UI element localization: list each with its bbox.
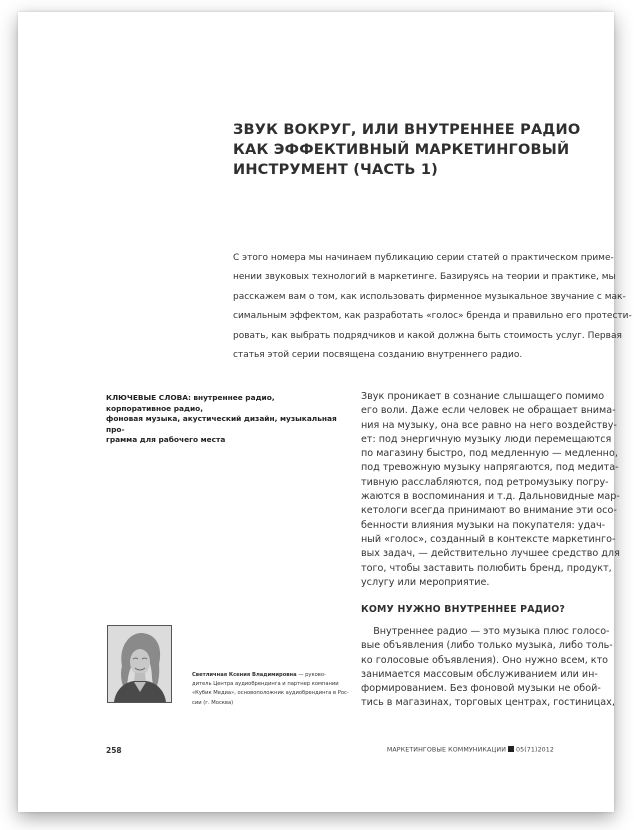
author-photo xyxy=(107,625,172,703)
body-line: занимается массовым обслуживанием или ин- xyxy=(361,668,598,680)
section-heading: КОМУ НУЖНО ВНУТРЕННЕЕ РАДИО? xyxy=(361,604,566,615)
article-body xyxy=(361,390,620,590)
keywords-line: грамма для рабочего места xyxy=(106,435,226,444)
body-line: ния на музыку, она все равно на него воздейству- xyxy=(361,419,617,431)
section-body xyxy=(361,625,615,711)
body-line: по магазину быстро, под медленную — медленно, xyxy=(361,448,618,460)
body-line: жаются в воспоминания и т.д. Дальновидные мар- xyxy=(361,491,620,503)
article-title xyxy=(233,120,593,180)
body-line: вые объявления (либо только музыка, либо толь- xyxy=(361,640,613,652)
body-line: формированием. Без фоновой музыки не обой- xyxy=(361,683,601,695)
body-line: ный «голос», созданный в контексте маркетинго- xyxy=(361,533,616,545)
author-bio-line: — руково- xyxy=(296,672,326,678)
square-separator-icon xyxy=(508,746,514,752)
keywords-block xyxy=(106,393,338,446)
body-line: бенности влияния музыки на покупателя: удач- xyxy=(361,519,606,531)
author-name: Светличная Ксения Владимировна xyxy=(192,672,297,678)
title-line: КАК ЭФФЕКТИВНЫЙ МАРКЕТИНГОВЫЙ xyxy=(233,142,570,158)
body-line: ет: под энергичную музыку люди перемещаются xyxy=(361,433,612,445)
page-number: 258 xyxy=(106,746,122,755)
body-line: кетологи всегда принимают во внимание эти осо- xyxy=(361,505,617,517)
title-line: ИНСТРУМЕНТ (ЧАСТЬ 1) xyxy=(233,162,438,178)
title-line: ЗВУК ВОКРУГ, ИЛИ ВНУТРЕННЕЕ РАДИО xyxy=(233,122,581,138)
lead-line: статья этой серии посвящена созданию внутреннего радио. xyxy=(233,350,523,361)
lead-line: симальным эффектом, как разработать «голос» бренда и правильно его протести- xyxy=(233,311,632,322)
author-bio-line: дитель Центра аудиобрендинга и партнер компании xyxy=(192,681,339,688)
lead-line: нении звуковых технологий в маркетинге. Базируясь на теории и практике, мы xyxy=(233,272,616,283)
lead-line: расскажем вам о том, как использовать фирменное музыкальное звучание с мак- xyxy=(233,291,626,302)
body-line: ко голосовые объявления). Оно нужно всем, кто xyxy=(361,654,609,666)
body-line: услугу или мероприятие. xyxy=(361,576,490,588)
lead-line: ровать, как выбрать подрядчиков и какой должна быть стоимость услуг. Первая xyxy=(233,330,622,341)
author-bio-line: «Кубик Медиа», основоположник аудиобрендинга в Рос- xyxy=(192,690,349,697)
article-lead xyxy=(233,249,632,365)
magazine-page xyxy=(18,12,632,812)
body-line: Звук проникает в сознание слышащего помимо xyxy=(361,391,605,402)
running-footer xyxy=(387,746,554,754)
body-line: тивную расслабляются, под ретромузыку погру- xyxy=(361,476,609,488)
author-info xyxy=(192,671,349,708)
body-line: тись в магазинах, торговых центрах, гостиницах, xyxy=(361,697,615,709)
body-line: Внутреннее радио — это музыка плюс голосо- xyxy=(361,626,610,637)
keywords-line: внутреннее радио, корпоративное радио, xyxy=(106,393,275,413)
body-line: вых задач, — действительно лучшее средство для xyxy=(361,548,620,560)
body-line: того, чтобы заставить полюбить бренд, продукт, xyxy=(361,562,612,574)
issue-number: 05(71)2012 xyxy=(516,746,554,754)
body-line: его воли. Даже если человек не обращает внима- xyxy=(361,405,616,417)
journal-name: МАРКЕТИНГОВЫЕ КОММУНИКАЦИИ xyxy=(386,746,507,754)
keywords-label: КЛЮЧЕВЫЕ СЛОВА: xyxy=(106,393,191,402)
body-line: под тревожную музыку напрягаются, под медита- xyxy=(361,462,619,474)
author-portrait-image xyxy=(108,626,171,702)
author-bio-line: сии (г. Москва) xyxy=(192,699,234,706)
keywords-line: фоновая музыка, акустический дизайн, музыкальная про- xyxy=(106,414,337,434)
lead-line: С этого номера мы начинаем публикацию серии статей о практическом приме- xyxy=(233,253,614,263)
